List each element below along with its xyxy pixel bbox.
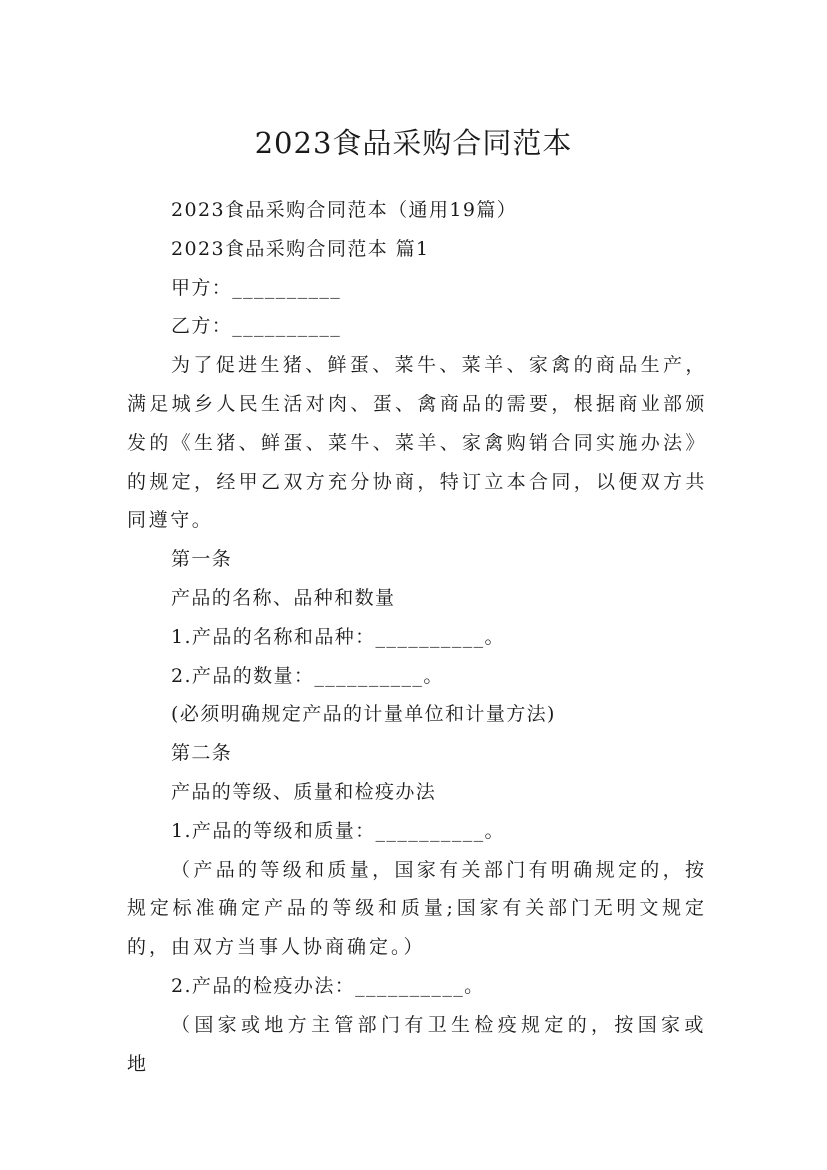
intro-paragraph: 为了促进生猪、鲜蛋、菜牛、菜羊、家禽的商品生产，满足城乡人民生活对肉、蛋、禽商品的需要，根据商业部颁发的《生猪、鲜蛋、菜牛、菜羊、家禽购销合同实施办法》的规定，经甲乙双方充分协商，特订立本合同，以便双方共同遵守。 — [127, 354, 707, 532]
article-1-note: (必须明确规定产品的计量单位和计量方法) — [171, 703, 556, 726]
section-heading: 2023食品采购合同范本 篇1 — [171, 237, 430, 260]
article-2-note-2: （国家或地方主管部门有卫生检疫规定的，按国家或地 — [127, 1013, 707, 1075]
article-2-item-2: 2.产品的检疫办法：__________。 — [171, 974, 485, 997]
article-1-title: 产品的名称、品种和数量 — [171, 586, 396, 609]
party-a-line: 甲方：__________ — [171, 276, 342, 299]
article-2-note-1: （产品的等级和质量，国家有关部门有明确规定的，按规定标准确定产品的等级和质量;国家有关部门无明文规定的，由双方当事人协商确定。） — [127, 858, 707, 959]
article-1-label: 第一条 — [171, 548, 233, 571]
article-2-title: 产品的等级、质量和检疫办法 — [171, 780, 437, 803]
article-2-item-1: 1.产品的等级和质量：__________。 — [171, 819, 505, 842]
article-1-item-2: 2.产品的数量：__________。 — [171, 664, 444, 687]
document-subtitle: 2023食品采购合同范本（通用19篇） — [171, 199, 518, 221]
article-1-item-1: 1.产品的名称和品种：__________。 — [171, 625, 505, 648]
article-2-label: 第二条 — [171, 742, 233, 765]
document-body — [127, 191, 707, 1083]
document-title: 2023食品采购合同范本 — [254, 126, 573, 161]
party-b-line: 乙方：__________ — [171, 315, 342, 338]
